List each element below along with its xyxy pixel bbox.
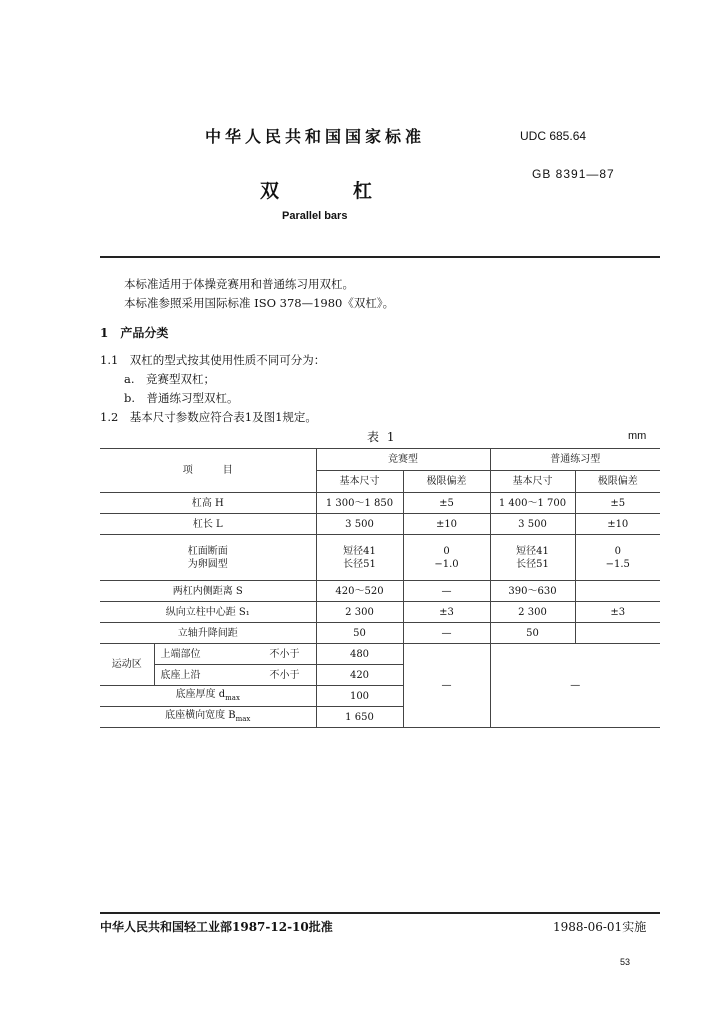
intro-reference: 本标准参照采用国际标准 ISO 378—1980《双杠》。 — [124, 296, 395, 310]
clause-1-2: 1.2 基本尺寸参数应符合表1及图1规定。 — [100, 410, 317, 424]
cell-line: 长径51 — [516, 558, 549, 570]
header-practice: 普通练习型 — [490, 449, 660, 471]
cell: ±5 — [575, 493, 660, 514]
cell — [575, 581, 660, 602]
row-label — [154, 644, 316, 665]
cell: — — [403, 581, 490, 602]
cell — [490, 535, 575, 581]
header-prac-basic: 基本尺寸 — [490, 471, 575, 493]
cell: 390～630 — [490, 581, 575, 602]
header-comp-dev: 极限偏差 — [403, 471, 490, 493]
page-number: 53 — [620, 957, 631, 967]
cell: 3 500 — [490, 514, 575, 535]
header-item: 项 目 — [100, 449, 316, 493]
motion-zone-label: 运动区 — [100, 644, 154, 686]
clause-1-1: 1.1 双杠的型式按其使用性质不同可分为： — [100, 353, 326, 367]
subscript: max — [225, 693, 240, 702]
row-label-line: 为卵圆型 — [187, 558, 228, 570]
row-label — [100, 535, 316, 581]
cell: 2 300 — [490, 602, 575, 623]
intro-scope: 本标准适用于体操竞赛用和普通练习用双杠。 — [124, 277, 354, 291]
gb-number: GB 8391—87 — [532, 167, 615, 181]
cell: 420 — [316, 665, 403, 686]
header-prac-dev: 极限偏差 — [575, 471, 660, 493]
row-label: 立轴升降间距 — [100, 623, 316, 644]
header-comp-basic: 基本尺寸 — [316, 471, 403, 493]
header-competition: 竞赛型 — [316, 449, 490, 471]
cell: 420～520 — [316, 581, 403, 602]
cell — [403, 535, 490, 581]
header-rule — [100, 256, 660, 258]
cell: 2 300 — [316, 602, 403, 623]
table-row — [100, 602, 660, 623]
udc-code: UDC 685.64 — [520, 129, 587, 143]
approval-line: 中华人民共和国轻工业部1987-12-10批准 — [100, 920, 333, 934]
row-label — [100, 686, 316, 707]
list-item-a: a. 竞赛型双杠； — [124, 372, 216, 386]
footer-rule — [100, 912, 660, 914]
cell: 3 500 — [316, 514, 403, 535]
cell: 1 400～1 700 — [490, 493, 575, 514]
dimension-table — [100, 448, 660, 728]
qualifier: 不小于 — [269, 648, 300, 660]
table-row — [100, 644, 660, 665]
cell: ±10 — [403, 514, 490, 535]
row-label-line: 杠面断面 — [187, 545, 228, 557]
cell-line: 长径51 — [343, 558, 376, 570]
table-caption: 表 1 — [367, 430, 397, 444]
qualifier: 不小于 — [269, 669, 300, 681]
row-label — [154, 665, 316, 686]
sub-label: 底座上沿 — [160, 669, 201, 681]
row-label: 两杠内侧距离 S — [100, 581, 316, 602]
table-header-row — [100, 449, 660, 471]
cell: — — [403, 644, 490, 728]
cell-line: 短径41 — [343, 545, 376, 557]
cell: 50 — [316, 623, 403, 644]
cell-line: −1.0 — [434, 558, 459, 570]
subscript: max — [235, 714, 251, 723]
sub-label: 上端部位 — [160, 648, 201, 660]
table-row — [100, 514, 660, 535]
cell: ±3 — [403, 602, 490, 623]
section-heading: 1 产品分类 — [100, 326, 169, 340]
table-row — [100, 581, 660, 602]
cell-line: 0 — [443, 545, 450, 557]
label-text: 底座横向宽度 B — [165, 709, 236, 721]
document-title-english: Parallel bars — [282, 210, 348, 222]
cell: 1 650 — [316, 707, 403, 728]
cell — [575, 535, 660, 581]
row-label: 纵向立柱中心距 S₁ — [100, 602, 316, 623]
cell — [575, 623, 660, 644]
document-title: 双杠 — [260, 180, 447, 202]
row-label: 杠高 H — [100, 493, 316, 514]
cell: ±10 — [575, 514, 660, 535]
cell: — — [403, 623, 490, 644]
list-item-b: b. 普通练习型双杠。 — [124, 391, 239, 405]
cell: 480 — [316, 644, 403, 665]
label-text: 底座厚度 d — [175, 688, 226, 700]
implementation-date: 1988-06-01实施 — [553, 920, 647, 934]
row-label — [100, 707, 316, 728]
cell-line: 短径41 — [516, 545, 549, 557]
cell: 50 — [490, 623, 575, 644]
cell — [316, 535, 403, 581]
cell: — — [490, 644, 660, 728]
table-row — [100, 493, 660, 514]
cell-line: 0 — [614, 545, 621, 557]
row-label: 杠长 L — [100, 514, 316, 535]
cell: ±5 — [403, 493, 490, 514]
cell-line: −1.5 — [605, 558, 630, 570]
standard-name: 中华人民共和国国家标准 — [205, 127, 426, 146]
cell: 100 — [316, 686, 403, 707]
table-row — [100, 535, 660, 581]
table-unit: mm — [628, 430, 647, 442]
table-row — [100, 623, 660, 644]
cell: ±3 — [575, 602, 660, 623]
cell: 1 300～1 850 — [316, 493, 403, 514]
